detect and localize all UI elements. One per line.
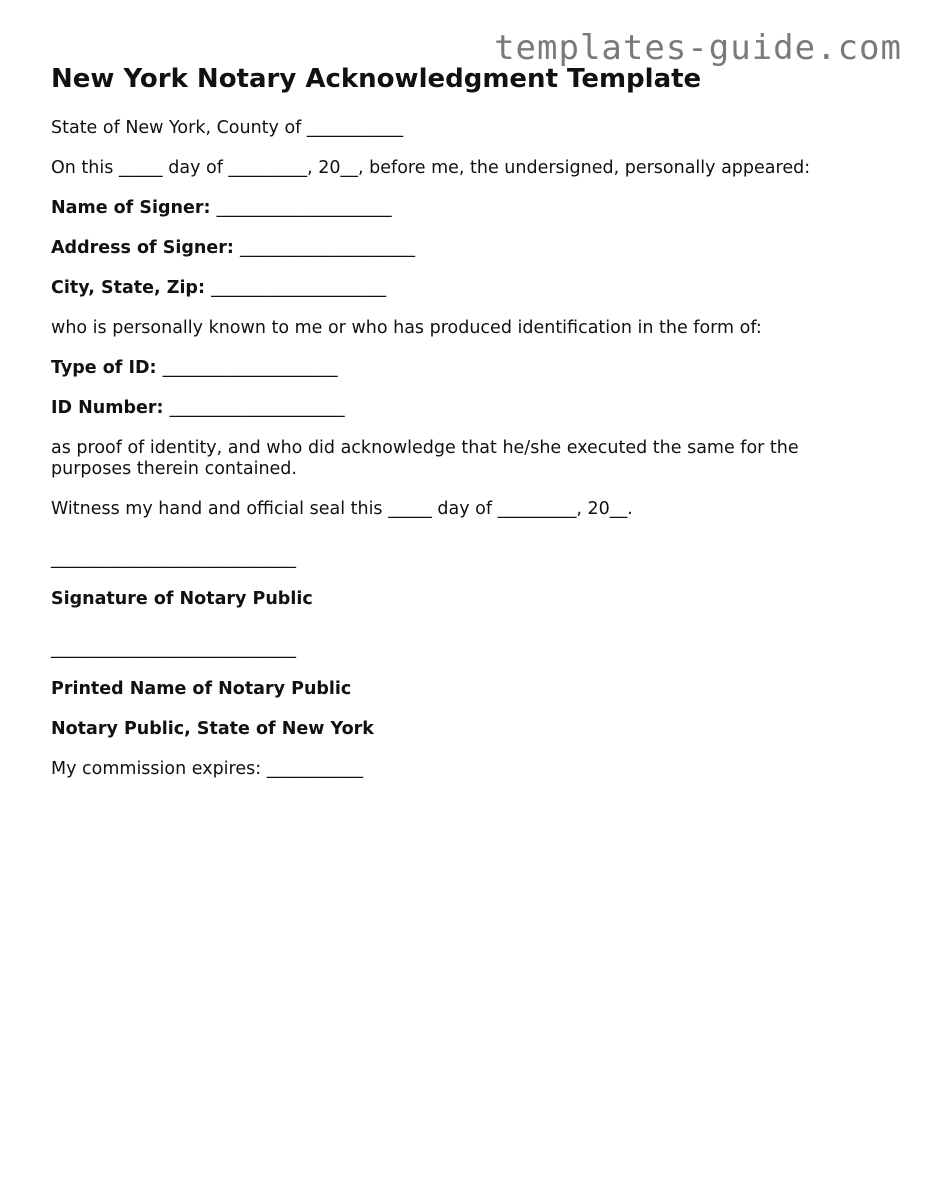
witness-line: Witness my hand and official seal this _____ day of _________, 20__.	[51, 499, 633, 519]
signer-address-blank[interactable]: ____________________	[239, 238, 415, 258]
proof-line: as proof of identity, and who did acknowledge that he/she executed the same for the purposes therein contained.	[51, 438, 805, 479]
signature-label: Signature of Notary Public	[51, 589, 313, 609]
commission-line: My commission expires: ___________	[51, 759, 363, 779]
city-state-zip-blank[interactable]: ____________________	[211, 278, 387, 298]
document-body	[51, 62, 871, 799]
id-type-field	[51, 358, 871, 379]
signature-blank[interactable]: ____________________________	[51, 549, 296, 569]
id-type-blank[interactable]: ____________________	[162, 358, 338, 378]
city-state-zip-field	[51, 278, 871, 299]
watermark: templates-guide.com	[494, 28, 902, 68]
county-line: State of New York, County of ___________	[51, 118, 404, 138]
signer-address-field	[51, 238, 871, 259]
id-number-label: ID Number:	[51, 398, 164, 418]
signer-name-field	[51, 198, 871, 219]
printed-name-label: Printed Name of Notary Public	[51, 679, 352, 699]
appeared-line: On this _____ day of _________, 20__, before me, the undersigned, personally appeared:	[51, 158, 811, 178]
id-type-label: Type of ID:	[51, 358, 157, 378]
signer-address-label: Address of Signer:	[51, 238, 234, 258]
city-state-zip-label: City, State, Zip:	[51, 278, 205, 298]
printed-name-blank[interactable]: ____________________________	[51, 639, 296, 659]
signer-name-label: Name of Signer:	[51, 198, 211, 218]
signer-name-blank[interactable]: ____________________	[216, 198, 392, 218]
id-number-field	[51, 398, 871, 419]
notary-state-line: Notary Public, State of New York	[51, 719, 374, 739]
page-title: New York Notary Acknowledgment Template	[51, 64, 702, 94]
known-line: who is personally known to me or who has produced identification in the form of:	[51, 318, 762, 338]
id-number-blank[interactable]: ____________________	[169, 398, 345, 418]
